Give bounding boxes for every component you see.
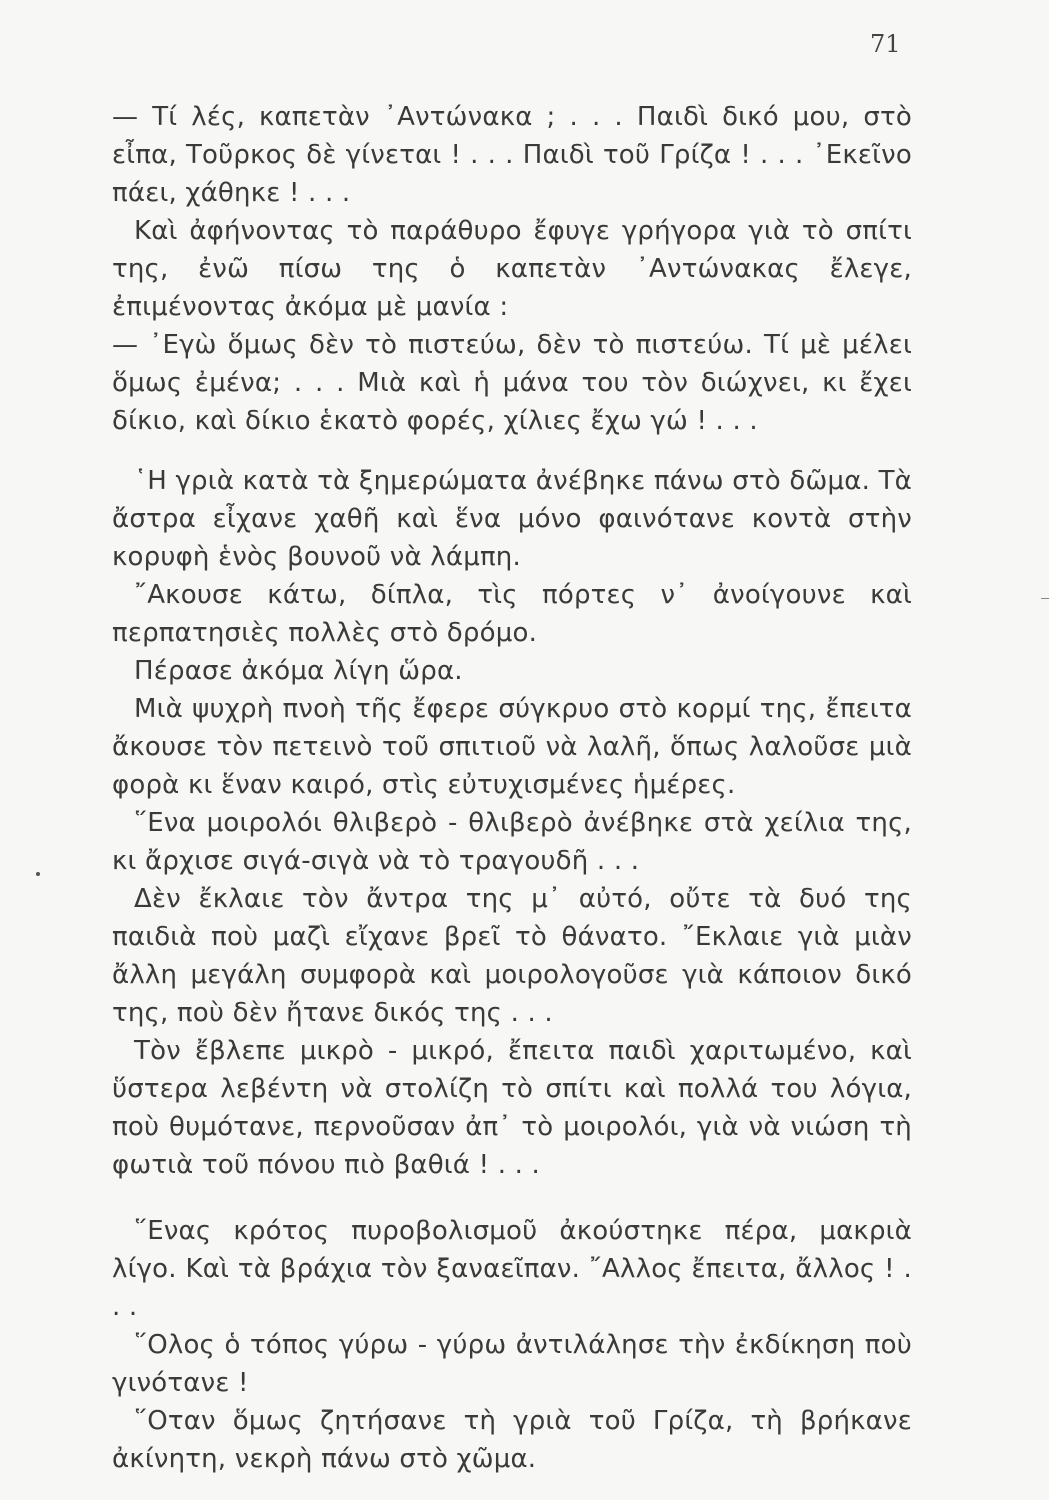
- paragraph-mourning: Δὲν ἔκλαιε τὸν ἄντρα της μ᾿ αὐτό, οὔτε τὰ δυό της παιδιὰ ποὺ μαζὶ εἴχανε βρεῖ τὸ θάνατο. ῎Εκλαιε γιὰ μιὰν ἄλλη μεγάλη συμφορὰ καὶ μοιρολογοῦσε γιὰ κάποιον δικό της, ποὺ δὲν ἤτανε δικός της . . .: [112, 884, 912, 1028]
- edge-mark: [1041, 598, 1049, 599]
- paragraph-dialogue-2: — ᾿Εγὼ ὅμως δὲν τὸ πιστεύω, δὲν τὸ πιστεύω. Τί μὲ μέλει ὅμως ἐμένα; . . . Μιὰ καὶ ἡ μάνα του τὸν διώχνει, κι ἔχει δίκιο, καὶ δίκιο ἑκατὸ φορές, χίλιες ἔχω γώ ! . . .: [112, 330, 912, 436]
- paragraph-memories: Τὸν ἔβλεπε μικρὸ - μικρό, ἔπειτα παιδὶ χαριτωμένο, καὶ ὕστερα λεβέντη νὰ στολίζη τὸ σπίτι καὶ πολλά του λόγια, ποὺ θυμότανε, περνοῦσαν ἀπ᾿ τὸ μοιρολόι, γιὰ νὰ νιώση τὴ φωτιὰ τοῦ πόνου πιὸ βαθιά ! . . .: [112, 1036, 912, 1180]
- paragraph-gunshot: ῞Ενας κρότος πυροβολισμοῦ ἀκούστηκε πέρα, μακριὰ λίγο. Καὶ τὰ βράχια τὸν ξαναεῖπαν. ῎Αλλος ἔπειτα, ἄλλος ! . . .: [112, 1216, 912, 1322]
- paragraph-cold-breath: Μιὰ ψυχρὴ πνοὴ τῆς ἔφερε σύγκρυο στὸ κορμί της, ἔπειτα ἄκουσε τὸν πετεινὸ τοῦ σπιτιοῦ νὰ λαλῆ, ὅπως λαλοῦσε μιὰ φορὰ κι ἕναν καιρό, στὶς εὐτυχισμένες ἡμέρες.: [112, 694, 912, 800]
- paragraph-revenge-echo: ῞Ολος ὁ τόπος γύρω - γύρω ἀντιλάλησε τὴν ἐκδίκηση ποὺ γινότανε !: [112, 1330, 912, 1398]
- page-number: 71: [870, 30, 901, 58]
- paragraph-dawn-roof: ῾Η γριὰ κατὰ τὰ ξημερώματα ἀνέβηκε πάνω στὸ δῶμα. Τὰ ἄστρα εἶχανε χαθῆ καὶ ἕνα μόνο φαινότανε κοντὰ στὴν κορυφὴ ἑνὸς βουνοῦ νὰ λάμπη.: [112, 466, 912, 572]
- paragraph-lament-begins: ῞Ενα μοιρολόι θλιβερὸ - θλιβερὸ ἀνέβηκε στὰ χείλια της, κι ἄρχισε σιγά-σιγὰ νὰ τὸ τραγουδῆ . . .: [112, 808, 912, 876]
- paragraph-ending: ῞Οταν ὅμως ζητήσανε τὴ γριὰ τοῦ Γρίζα, τὴ βρήκανε ἀκίνητη, νεκρὴ πάνω στὸ χῶμα.: [112, 1406, 912, 1474]
- paragraph-time-passed: Πέρασε ἀκόμα λίγη ὥρα.: [134, 656, 463, 686]
- paragraph-doors-opening: ῎Ακουσε κάτω, δίπλα, τὶς πόρτες ν᾿ ἀνοίγουνε καὶ περπατησιὲς πολλὲς στὸ δρόμο.: [112, 580, 912, 648]
- body-text: [112, 98, 912, 1478]
- paragraph-dialogue-1: — Τί λές, καπετὰν ᾿Αντώνακα ; . . . Παιδὶ δικό μου, στὸ εἶπα, Τοῦρκος δὲ γίνεται ! . . . Παιδὶ τοῦ Γρίζα ! . . . ᾿Εκεῖνο πάει, χάθηκε ! . . .: [112, 102, 912, 208]
- ink-speck: [36, 872, 40, 876]
- paragraph-leaving-window: Καὶ ἀφήνοντας τὸ παράθυρο ἔφυγε γρήγορα γιὰ τὸ σπίτι της, ἐνῶ πίσω της ὁ καπετὰν ᾿Αντώνακας ἔλεγε, ἐπιμένοντας ἀκόμα μὲ μανία :: [112, 216, 912, 322]
